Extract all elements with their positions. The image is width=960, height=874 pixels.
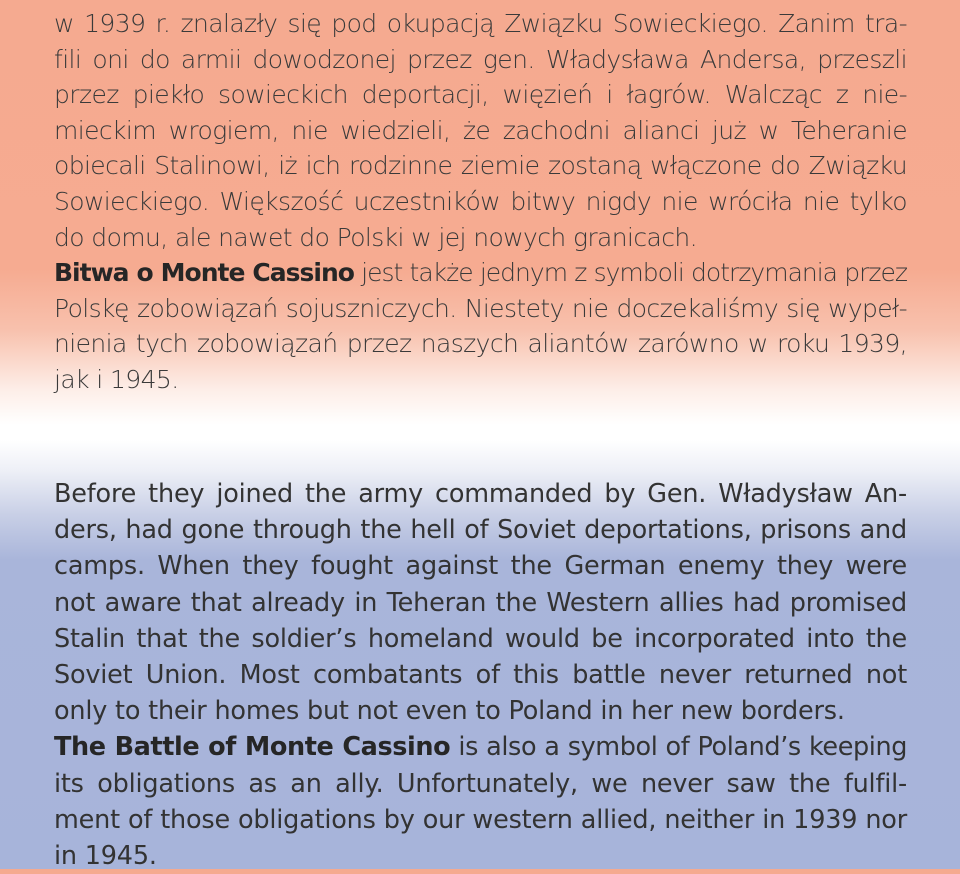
english-line: its obligations as an ally. Unfortunately, we never saw the fulfil- xyxy=(54,768,907,799)
polish-line xyxy=(54,255,907,291)
polish-line: do domu, ale nawet do Polski w jej nowych granicach. xyxy=(54,222,697,252)
polish-line: nienia tych zobowiązań przez naszych aliantów zarówno w roku 1939, xyxy=(54,329,907,359)
polish-line: mieckim wrogiem, nie wiedzieli, że zachodni alianci już w Teheranie xyxy=(54,115,907,145)
polish-line: przez piekło sowieckich deportacji, więzień i łagrów. Walcząc z nie- xyxy=(54,80,907,110)
polish-line: obiecali Stalinowi, iż ich rodzinne ziemie zostaną włączone do Związku xyxy=(54,151,907,181)
polish-line: jak i 1945. xyxy=(54,364,179,394)
english-paragraph xyxy=(54,476,907,874)
battle-name-english: The Battle of Monte Cassino xyxy=(54,732,451,763)
english-line: ment of those obligations by our western allied, neither in 1939 nor xyxy=(54,804,907,835)
polish-line: Polskę zobowiązań sojuszniczych. Niestety nie doczekaliśmy się wypeł- xyxy=(54,293,907,323)
english-line: only to their homes but not even to Poland in her new borders. xyxy=(54,696,845,727)
polish-line: fili oni do armii dowodzonej przez gen. Władysława Andersa, przeszli xyxy=(54,44,907,74)
english-line: camps. When they fought against the German enemy they were xyxy=(54,551,907,582)
polish-line: w 1939 r. znalazły się pod okupacją Związku Sowieckiego. Zanim tra- xyxy=(54,9,907,38)
english-line: in 1945. xyxy=(54,841,157,872)
english-line: Soviet Union. Most combatants of this battle never returned not xyxy=(54,660,907,691)
polish-line-rest: jest także jednym z symboli dotrzymania przez xyxy=(353,258,907,288)
english-line: not aware that already in Teheran the Western allies had promised xyxy=(54,587,907,618)
polish-paragraph xyxy=(54,6,907,398)
polish-line: Sowieckiego. Większość uczestników bitwy nigdy nie wróciła nie tylko xyxy=(54,186,907,216)
english-line: ders, had gone through the hell of Soviet deportations, prisons and xyxy=(54,515,907,546)
english-line-rest: is also a symbol of Poland’s keeping xyxy=(450,732,908,763)
battle-name-polish: Bitwa o Monte Cassino xyxy=(54,258,354,288)
english-line xyxy=(54,729,907,765)
english-line: Before they joined the army commanded by Gen. Władysław An- xyxy=(54,479,907,509)
english-line: Stalin that the soldier’s homeland would be incorporated into the xyxy=(54,623,907,654)
